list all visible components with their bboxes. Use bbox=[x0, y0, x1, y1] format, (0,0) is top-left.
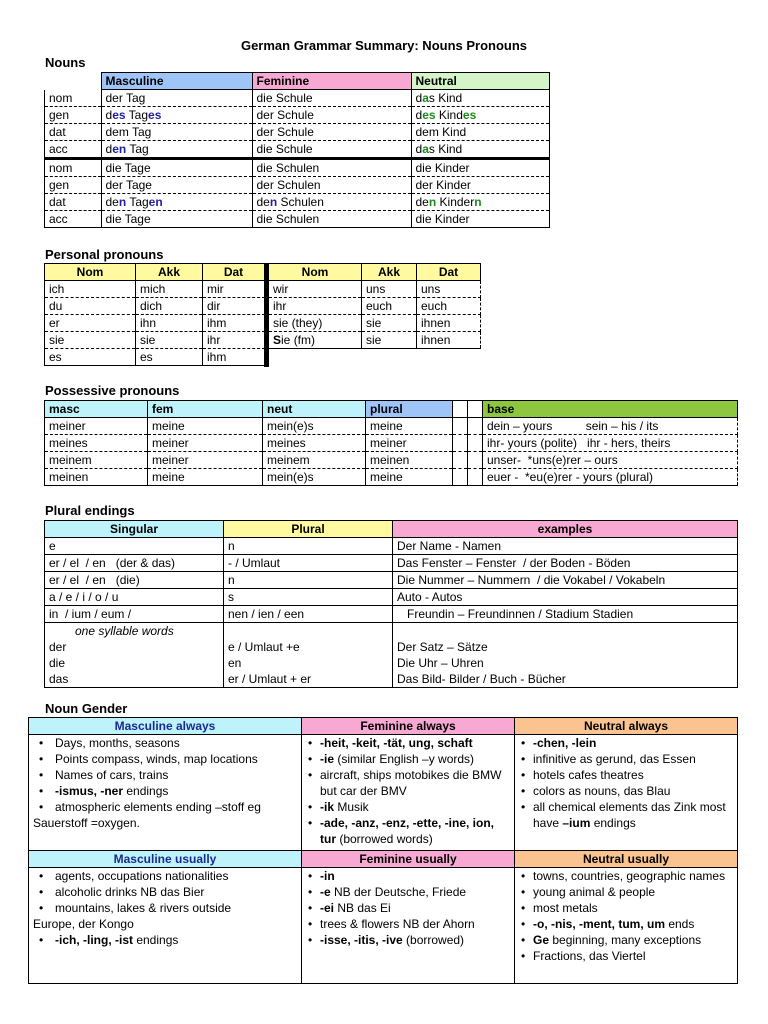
table-cell: Das Fenster – Fenster / der Boden - Böden bbox=[393, 555, 738, 572]
masc-usually-tail: Europe, der Kongo bbox=[33, 917, 134, 931]
personal-singular-table bbox=[44, 263, 265, 366]
table-cell: sie (they) bbox=[269, 315, 362, 332]
table-cell: uns bbox=[417, 281, 481, 298]
table-row bbox=[45, 538, 738, 555]
list-item: • -ik Musik bbox=[306, 799, 510, 815]
list-item: • atmospheric elements ending –stoff eg bbox=[33, 799, 297, 815]
table-cell: meiner bbox=[148, 452, 263, 469]
table-cell: das Kind bbox=[411, 141, 550, 159]
list-item: • hotels cafes theatres bbox=[519, 767, 733, 783]
table-row bbox=[45, 606, 738, 623]
table-cell: Die Uhr – Uhren bbox=[393, 655, 738, 671]
table-cell: acc bbox=[45, 141, 102, 159]
table-cell: dir bbox=[203, 298, 265, 315]
table-row bbox=[45, 452, 738, 469]
table-cell: - / Umlaut bbox=[224, 555, 393, 572]
table-cell: s bbox=[224, 589, 393, 606]
table-row bbox=[269, 315, 481, 332]
table-cell: er bbox=[45, 315, 136, 332]
list-item: • Names of cars, trains bbox=[33, 767, 297, 783]
list-item: • trees & flowers NB der Ahorn bbox=[306, 916, 510, 932]
table-cell: meines bbox=[263, 435, 366, 452]
header-base: base bbox=[483, 401, 738, 418]
table-cell: euch bbox=[417, 298, 481, 315]
header-nom: Nom bbox=[269, 264, 362, 281]
header-plural: Plural bbox=[224, 521, 393, 538]
table-row bbox=[45, 177, 550, 194]
table-cell: des Kindes bbox=[411, 107, 550, 124]
table-row bbox=[45, 349, 265, 366]
table-cell: nom bbox=[45, 159, 102, 177]
header-singular: Singular bbox=[45, 521, 224, 538]
table-cell: er / Umlaut + er bbox=[224, 671, 393, 688]
list-item: • -ismus, -ner endings bbox=[33, 783, 297, 799]
table-row bbox=[45, 435, 738, 452]
header-nom: Nom bbox=[45, 264, 136, 281]
table-cell: nen / ien / een bbox=[224, 606, 393, 623]
table-cell: den Kindern bbox=[411, 194, 550, 211]
table-cell: der Schule bbox=[252, 107, 411, 124]
header-masc: masc bbox=[45, 401, 148, 418]
table-cell: du bbox=[45, 298, 136, 315]
masc-always-tail: Sauerstoff =oxygen. bbox=[33, 816, 140, 830]
table-cell: Die Nummer – Nummern / die Vokabel / Vokabeln bbox=[393, 572, 738, 589]
table-cell: meinem bbox=[263, 452, 366, 469]
header-masculine: Masculine bbox=[101, 73, 252, 90]
table-cell: den Tag bbox=[101, 141, 252, 159]
table-cell: mir bbox=[203, 281, 265, 298]
table-row bbox=[45, 589, 738, 606]
table-row bbox=[45, 332, 265, 349]
table-cell: das Kind bbox=[411, 90, 550, 107]
table-cell: gen bbox=[45, 107, 102, 124]
table-cell: es bbox=[45, 349, 136, 366]
table-cell: Der Name - Namen bbox=[393, 538, 738, 555]
list-item: • alcoholic drinks NB das Bier bbox=[33, 884, 297, 900]
table-row bbox=[45, 211, 550, 228]
table-cell: ich bbox=[45, 281, 136, 298]
table-cell: meine bbox=[366, 418, 453, 435]
table-cell: sie bbox=[362, 315, 417, 332]
header-feminine-usually: Feminine usually bbox=[302, 851, 515, 868]
table-cell: ihr bbox=[203, 332, 265, 349]
table-cell: die Kinder bbox=[411, 211, 550, 228]
table-cell: der Tage bbox=[101, 177, 252, 194]
table-cell: die Schulen bbox=[252, 159, 411, 177]
table-cell: meine bbox=[148, 418, 263, 435]
table-cell: acc bbox=[45, 211, 102, 228]
table-cell: der Schule bbox=[252, 124, 411, 141]
header-masculine-always: Masculine always bbox=[29, 718, 302, 735]
table-cell: meinem bbox=[45, 452, 148, 469]
header-dat: Dat bbox=[417, 264, 481, 281]
list-item: • infinitive as gerund, das Essen bbox=[519, 751, 733, 767]
list-item: • -o, -nis, -ment, tum, um ends bbox=[519, 916, 733, 932]
table-cell: dem Tag bbox=[101, 124, 252, 141]
table-row bbox=[45, 107, 550, 124]
table-cell: meines bbox=[45, 435, 148, 452]
table-cell: e / Umlaut +e bbox=[224, 639, 393, 655]
list-item: • -ie (similar English –y words) bbox=[306, 751, 510, 767]
table-cell: nom bbox=[45, 90, 102, 107]
list-item: • colors as nouns, das Blau bbox=[519, 783, 733, 799]
table-row bbox=[269, 281, 481, 298]
table-cell: ihnen bbox=[417, 315, 481, 332]
table-cell: die Schule bbox=[252, 141, 411, 159]
table-cell: e bbox=[45, 538, 224, 555]
table-cell: er / el / en (die) bbox=[45, 572, 224, 589]
table-row bbox=[45, 639, 738, 655]
header-akk: Akk bbox=[362, 264, 417, 281]
table-cell: des Tages bbox=[101, 107, 252, 124]
list-item: • most metals bbox=[519, 900, 733, 916]
page-title: German Grammar Summary: Nouns Pronouns bbox=[240, 38, 528, 53]
table-cell: das bbox=[45, 671, 224, 688]
table-row bbox=[45, 298, 265, 315]
table-cell: dat bbox=[45, 124, 102, 141]
table-cell: ihnen bbox=[417, 332, 481, 349]
table-cell: der Kinder bbox=[411, 177, 550, 194]
table-cell: sie bbox=[45, 332, 136, 349]
table-cell: dich bbox=[136, 298, 203, 315]
list-item: • -isse, -itis, -ive (borrowed) bbox=[306, 932, 510, 948]
table-cell: ihn bbox=[136, 315, 203, 332]
header-neutral-usually: Neutral usually bbox=[515, 851, 738, 868]
table-cell: der Schulen bbox=[252, 177, 411, 194]
header-examples: examples bbox=[393, 521, 738, 538]
list-item: • mountains, lakes & rivers outside bbox=[33, 900, 297, 916]
table-cell: den Schulen bbox=[252, 194, 411, 211]
header-feminine: Feminine bbox=[252, 73, 411, 90]
table-cell: uns bbox=[362, 281, 417, 298]
table-cell: en bbox=[224, 655, 393, 671]
table-cell: meinen bbox=[366, 452, 453, 469]
table-row bbox=[45, 124, 550, 141]
table-cell: sie bbox=[136, 332, 203, 349]
table-cell: die Tage bbox=[101, 211, 252, 228]
table-row bbox=[45, 141, 550, 159]
personal-heading: Personal pronouns bbox=[45, 247, 164, 262]
nouns-heading: Nouns bbox=[45, 55, 86, 70]
table-cell: mich bbox=[136, 281, 203, 298]
table-cell: a / e / i / o / u bbox=[45, 589, 224, 606]
table-cell: Das Bild- Bilder / Buch - Bücher bbox=[393, 671, 738, 688]
table-row bbox=[45, 194, 550, 211]
table-row bbox=[269, 298, 481, 315]
table-cell: Der Satz – Sätze bbox=[393, 639, 738, 655]
header-neut: neut bbox=[263, 401, 366, 418]
table-row bbox=[45, 281, 265, 298]
table-cell: Sie (fm) bbox=[269, 332, 362, 349]
table-cell: es bbox=[136, 349, 203, 366]
header-dat: Dat bbox=[203, 264, 265, 281]
list-item: • agents, occupations nationalities bbox=[33, 868, 297, 884]
possessive-table bbox=[44, 400, 738, 486]
plural-heading: Plural endings bbox=[45, 503, 135, 518]
gender-heading: Noun Gender bbox=[45, 701, 128, 716]
table-row bbox=[45, 572, 738, 589]
table-row bbox=[45, 315, 265, 332]
header-neutral: Neutral bbox=[411, 73, 550, 90]
header-akk: Akk bbox=[136, 264, 203, 281]
table-cell: dat bbox=[45, 194, 102, 211]
possessive-heading: Possessive pronouns bbox=[45, 383, 180, 398]
list-item: • -heit, -keit, -tät, ung, schaft bbox=[306, 735, 510, 751]
table-cell: er / el / en (der & das) bbox=[45, 555, 224, 572]
table-cell: n bbox=[224, 572, 393, 589]
list-item: • all chemical elements das Zink most have –ium endings bbox=[519, 799, 733, 831]
table-cell: euch bbox=[362, 298, 417, 315]
list-item: • -chen, -lein bbox=[519, 735, 733, 751]
table-row bbox=[269, 332, 481, 349]
table-cell: meiner bbox=[148, 435, 263, 452]
table-cell: sie bbox=[362, 332, 417, 349]
table-cell: die Kinder bbox=[411, 159, 550, 177]
plural-table bbox=[44, 520, 738, 688]
personal-plural-table bbox=[268, 263, 481, 349]
table-cell: die Schulen bbox=[252, 211, 411, 228]
table-row bbox=[45, 555, 738, 572]
header-feminine-always: Feminine always bbox=[302, 718, 515, 735]
table-cell: die bbox=[45, 655, 224, 671]
table-cell: ihr bbox=[269, 298, 362, 315]
table-cell: meine bbox=[148, 469, 263, 486]
table-cell: wir bbox=[269, 281, 362, 298]
header-fem: fem bbox=[148, 401, 263, 418]
table-cell: gen bbox=[45, 177, 102, 194]
table-row bbox=[45, 418, 738, 435]
table-cell: mein(e)s bbox=[263, 418, 366, 435]
table-row bbox=[45, 90, 550, 107]
list-item: • towns, countries, geographic names bbox=[519, 868, 733, 884]
table-cell: den Tagen bbox=[101, 194, 252, 211]
table-cell: ihr- yours (polite) ihr - hers, theirs bbox=[483, 435, 738, 452]
list-item: • aircraft, ships motobikes die BMW but car der BMV bbox=[306, 767, 510, 799]
table-cell: n bbox=[224, 538, 393, 555]
table-cell: dein – yours sein – his / its bbox=[483, 418, 738, 435]
table-row bbox=[45, 159, 550, 177]
list-item: • -ei NB das Ei bbox=[306, 900, 510, 916]
table-row bbox=[45, 469, 738, 486]
table-cell: die Tage bbox=[101, 159, 252, 177]
table-cell: meine bbox=[366, 469, 453, 486]
table-cell: der Tag bbox=[101, 90, 252, 107]
header-neutral-always: Neutral always bbox=[515, 718, 738, 735]
list-item: • Ge beginning, many exceptions bbox=[519, 932, 733, 948]
table-row bbox=[45, 655, 738, 671]
table-cell: der bbox=[45, 639, 224, 655]
table-cell: unser- *uns(e)rer – ours bbox=[483, 452, 738, 469]
list-item: • Days, months, seasons bbox=[33, 735, 297, 751]
list-item: • -ade, -anz, -enz, -ette, -ine, ion, tur (borrowed words) bbox=[306, 815, 510, 847]
table-cell: ihm bbox=[203, 349, 265, 366]
list-item: • Points compass, winds, map locations bbox=[33, 751, 297, 767]
table-row bbox=[45, 671, 738, 688]
gender-table bbox=[28, 717, 738, 984]
table-cell: mein(e)s bbox=[263, 469, 366, 486]
table-cell: ihm bbox=[203, 315, 265, 332]
list-item: • -ich, -ling, -ist endings bbox=[33, 932, 297, 948]
table-cell: meinen bbox=[45, 469, 148, 486]
table-cell: in / ium / eum / bbox=[45, 606, 224, 623]
table-cell: euer - *eu(e)rer - yours (plural) bbox=[483, 469, 738, 486]
table-row bbox=[45, 623, 738, 640]
list-item: • -e NB der Deutsche, Friede bbox=[306, 884, 510, 900]
table-cell: die Schule bbox=[252, 90, 411, 107]
table-cell: meiner bbox=[366, 435, 453, 452]
table-cell: meiner bbox=[45, 418, 148, 435]
nouns-table bbox=[44, 72, 550, 228]
list-item: • -in bbox=[306, 868, 510, 884]
header-plural: plural bbox=[366, 401, 453, 418]
header-masculine-usually: Masculine usually bbox=[29, 851, 302, 868]
table-cell: Auto - Autos bbox=[393, 589, 738, 606]
table-cell: dem Kind bbox=[411, 124, 550, 141]
list-item: • young animal & people bbox=[519, 884, 733, 900]
one-syllable-label: one syllable words bbox=[45, 623, 224, 640]
table-cell: Freundin – Freundinnen / Stadium Stadien bbox=[393, 606, 738, 623]
list-item: • Fractions, das Viertel bbox=[519, 948, 733, 964]
